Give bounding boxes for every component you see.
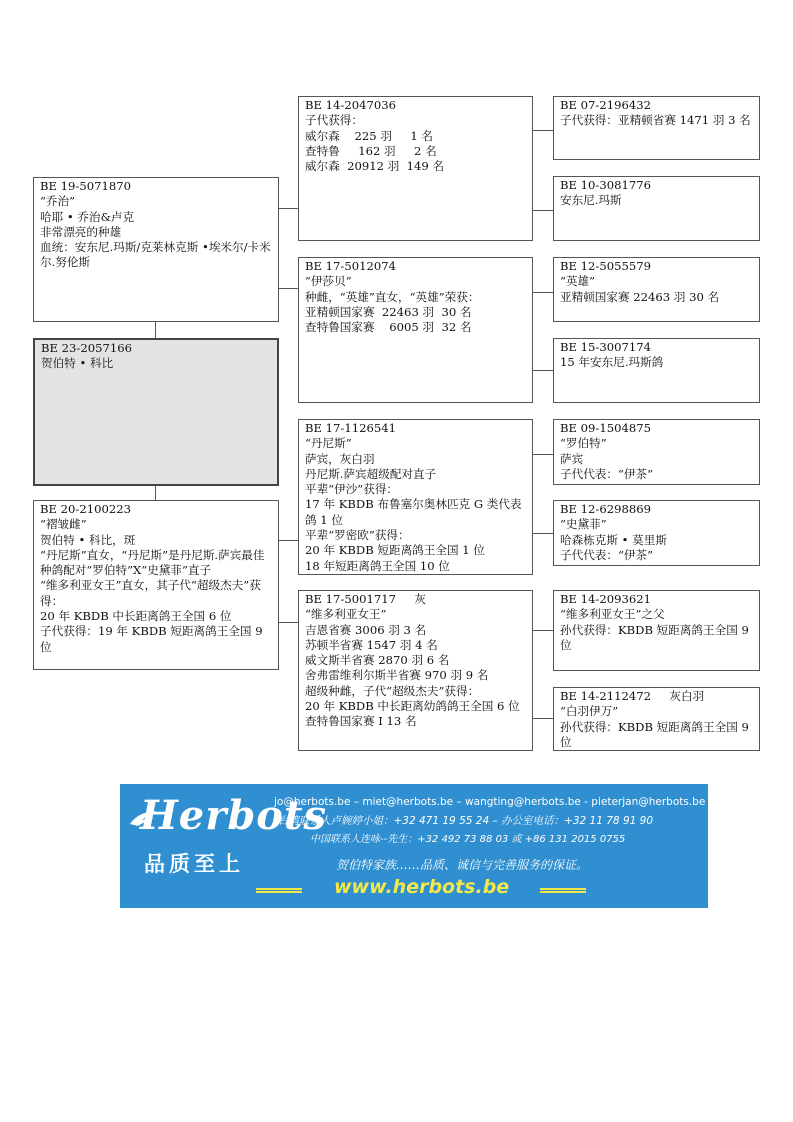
ring-number: BE 10-3081776 <box>560 178 651 192</box>
dam-dam-box <box>298 590 533 751</box>
ring-number: BE 15-3007174 <box>560 340 651 354</box>
connector-line <box>279 540 298 541</box>
info-line: 哈耶 • 乔治&卢克 <box>40 209 135 224</box>
dam-dam-dam-box <box>553 687 760 751</box>
info-line: 丹尼斯.萨宾超级配对直子 <box>305 466 437 481</box>
info-line: 威尔森 225 羽 1 名 <box>305 128 434 143</box>
connector-line <box>533 292 553 293</box>
connector-line <box>279 288 298 289</box>
info-line: 贺伯特 • 科比，斑 <box>40 532 136 547</box>
info-line: 哈森栋克斯 • 莫里斯 <box>560 532 667 547</box>
pigeon-name: “维多利亚女王” <box>305 607 387 622</box>
ring-number: BE 09-1504875 <box>560 421 651 435</box>
ring-number: BE 17-5001717 灰 <box>305 592 426 606</box>
decorative-divider <box>256 888 302 893</box>
sire-dam-box <box>298 257 533 403</box>
info-line: 亚精顿国家赛 22463 羽 30 名 <box>305 304 472 319</box>
china-contact: 中国联系人连咏--先生：+32 492 73 88 03 或 +86 131 2015 0755 <box>310 834 626 845</box>
ring-number: BE 20-2100223 <box>40 502 131 516</box>
info-line: 苏顿半省赛 1547 羽 4 名 <box>305 637 438 652</box>
connector-line <box>533 454 553 455</box>
info-line: 亚精顿国家赛 22463 羽 30 名 <box>560 289 720 304</box>
info-line: 20 年 KBDB 中长距离幼鸽鸽王全国 6 位 <box>305 699 520 714</box>
sire-sire-dam-box <box>553 176 760 241</box>
info-line: 种雌，“英雄”直女，“英雄”荣获： <box>305 289 480 304</box>
subject-box <box>33 338 279 486</box>
sire-sire-box <box>298 96 533 241</box>
info-line: 血统：安东尼.玛斯/克莱林克斯 •埃米尔/卡米尔.努伦斯 <box>40 240 271 270</box>
info-line: 子代获得：19 年 KBDB 短距离鸽王全国 9 位 <box>40 624 267 654</box>
info-line: 萨宾 <box>560 451 584 466</box>
ring-number: BE 17-5012074 <box>305 259 396 273</box>
info-line: 舍弗雷维利尔斯半省赛 970 羽 9 名 <box>305 668 489 683</box>
info-line: 子代获得： <box>305 113 363 128</box>
herbots-banner <box>120 784 708 908</box>
pigeon-name: “罗伯特” <box>560 436 607 451</box>
pigeon-name: “白羽伊万” <box>560 704 619 719</box>
dam-sire-sire-box <box>553 419 760 485</box>
info-line: 查特鲁国家赛 Ⅰ 13 名 <box>305 714 417 729</box>
pigeon-name: “乔治” <box>40 194 76 209</box>
info-line: 超级种雌，子代“超级杰夫”获得： <box>305 683 480 698</box>
connector-line <box>533 130 553 131</box>
info-line: “维多利亚女王”直女，其子代“超级杰夫”获得： <box>40 578 261 608</box>
pigeon-name: “史黛菲” <box>560 517 607 532</box>
connector-line <box>533 533 553 534</box>
ring-number: BE 07-2196432 <box>560 98 651 112</box>
info-line: 安东尼.玛斯 <box>560 193 622 208</box>
info-line: 15 年安东尼.玛斯鸽 <box>560 355 664 370</box>
info-line: 平辈“伊沙”获得： <box>305 482 399 497</box>
ring-number: BE 14-2112472 灰白羽 <box>560 689 705 703</box>
pigeon-name: “维多利亚女王”之父 <box>560 607 665 622</box>
info-line: 孙代获得：KBDB 短距离鸽王全国 9 位 <box>560 622 753 652</box>
info-line: 萨宾，灰白羽 <box>305 451 375 466</box>
pigeon-name: “英雄” <box>560 274 596 289</box>
info-line: 非常漂亮的种雄 <box>40 224 122 239</box>
pigeon-name: 贺伯特 • 科比 <box>41 356 114 371</box>
info-line: 威文斯半省赛 2870 羽 6 名 <box>305 653 450 668</box>
ring-number: BE 14-2093621 <box>560 592 651 606</box>
ring-number: BE 17-1126541 <box>305 421 396 435</box>
info-line: 子代代表：“伊茶” <box>560 466 654 481</box>
sire-box <box>33 177 279 322</box>
connector-line <box>155 322 156 338</box>
dam-sire-dam-box <box>553 500 760 566</box>
info-line: 20 年 KBDB 短距离鸽王全国 1 位 <box>305 543 485 558</box>
slogan: 贺伯特家族……品质、诚信与完善服务的保证。 <box>336 858 589 872</box>
info-line: 平辈“罗密欧”获得： <box>305 528 410 543</box>
info-line: 查特鲁 162 羽 2 名 <box>305 143 437 158</box>
info-line: “丹尼斯”直女，“丹尼斯”是丹尼斯.萨宾最佳种鸽配对“罗伯特”X“史黛菲”直子 <box>40 547 265 578</box>
info-line: 18 年短距离鸽王全国 10 位 <box>305 558 450 573</box>
connector-line <box>533 718 553 719</box>
ring-number: BE 12-5055579 <box>560 259 651 273</box>
connector-line <box>533 630 553 631</box>
motto: 品质至上 <box>144 852 244 876</box>
connector-line <box>533 210 553 211</box>
pigeon-name: “丹尼斯” <box>305 436 352 451</box>
info-line: 威尔森 20912 羽 149 名 <box>305 159 445 174</box>
ring-number: BE 23-2057166 <box>41 341 132 355</box>
connector-line <box>533 370 553 371</box>
pigeon-name: “伊莎贝” <box>305 274 352 289</box>
info-line: 子代获得：亚精顿省赛 1471 羽 3 名 <box>560 113 751 128</box>
sire-dam-dam-box <box>553 338 760 403</box>
taiwan-contact: 台湾联系人卢婉婷小姐：+32 471 19 55 24 – 办公室电话：+32 11 78 91 90 <box>278 815 654 827</box>
sire-dam-sire-box <box>553 257 760 322</box>
info-line: 吉恩省赛 3006 羽 3 名 <box>305 622 427 637</box>
sire-sire-sire-box <box>553 96 760 160</box>
ring-number: BE 12-6298869 <box>560 502 651 516</box>
connector-line <box>279 622 298 623</box>
ring-number: BE 14-2047036 <box>305 98 396 112</box>
connector-line <box>155 486 156 500</box>
herbots-logo: Herbots <box>140 792 327 839</box>
info-line: 17 年 KBDB 布鲁塞尔奥林匹克 G 类代表鸽 1 位 <box>305 497 522 527</box>
pigeon-name: “褶皱雌” <box>40 517 87 532</box>
info-line: 子代代表：“伊茶” <box>560 547 654 562</box>
dam-box <box>33 500 279 670</box>
ring-number: BE 19-5071870 <box>40 179 131 193</box>
info-line: 20 年 KBDB 中长距离鸽王全国 6 位 <box>40 609 232 624</box>
dam-sire-box <box>298 419 533 575</box>
contact-emails: jo@herbots.be – miet@herbots.be – wangting@herbots.be - pieterjan@herbots.be <box>274 796 706 808</box>
decorative-divider <box>540 888 586 893</box>
website-link[interactable]: www.herbots.be <box>334 876 510 898</box>
connector-line <box>279 208 298 209</box>
info-line: 孙代获得：KBDB 短距离鸽王全国 9 位 <box>560 719 753 749</box>
dam-dam-sire-box <box>553 590 760 671</box>
info-line: 查特鲁国家赛 6005 羽 32 名 <box>305 320 472 335</box>
